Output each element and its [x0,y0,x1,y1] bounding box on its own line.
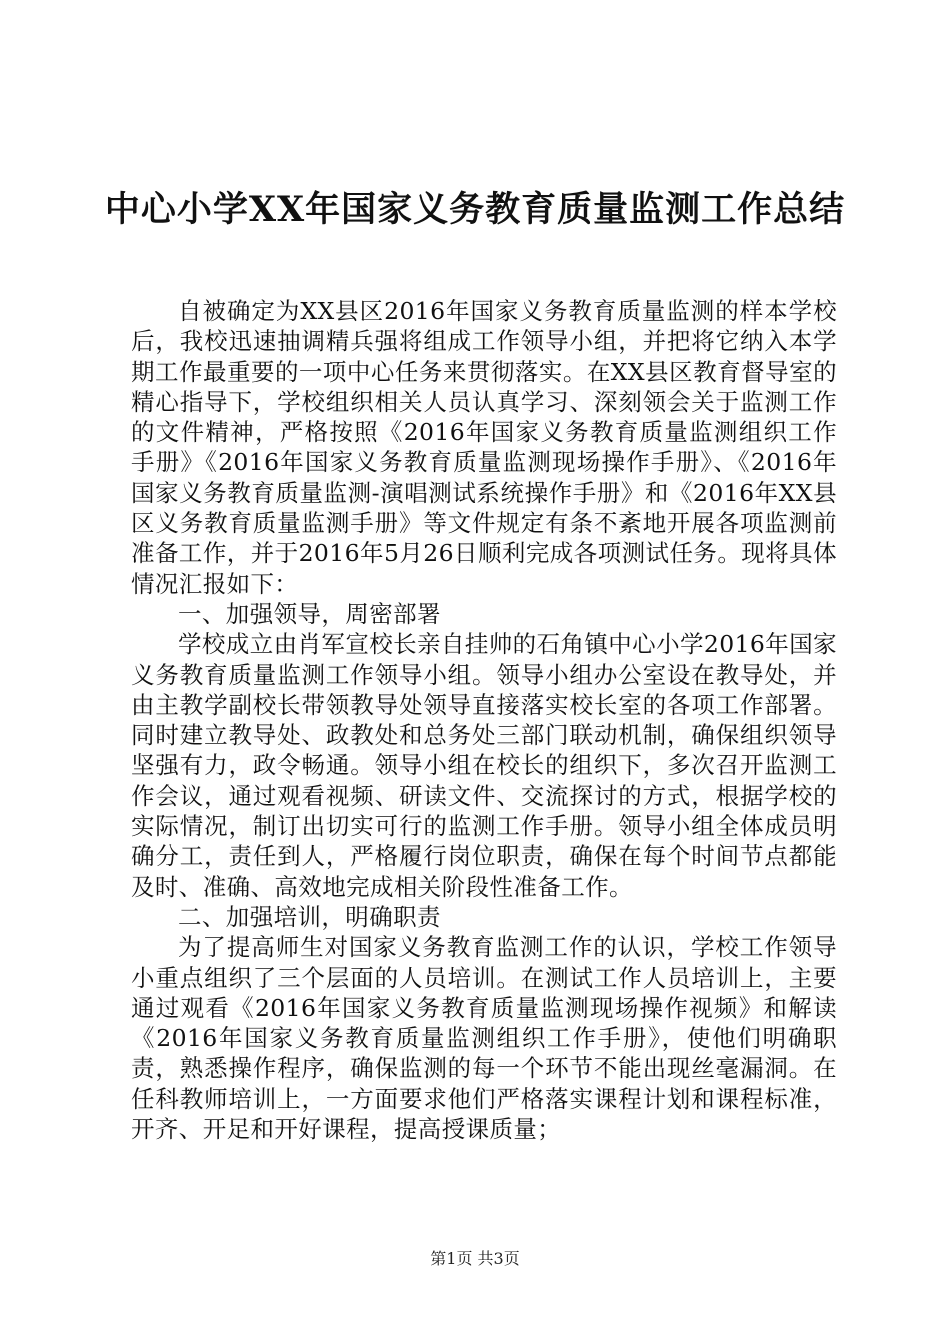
section-heading-1: 一、加强领导，周密部署 [178,599,441,628]
section-1-paragraph: 学校成立由肖军宣校长亲自挂帅的石角镇中心小学2016年国家义务教育质量监测工作领导小组。领导小组办公室设在教导处，并由主教学副校长带领教导处领导直接落实校长室的各项工作部署。同时建立教导处、政教处和总务处三部门联动机制，确保组织领导坚强有力，政令畅通。领导小组在校长的组织下，多次召开监测工作会议，通过观看视频、研读文件、交流探讨的方式，根据学校的实际情况，制订出切实可行的监测工作手册。领导小组全体成员明确分工，责任到人，严格履行岗位职责，确保在每个时间节点都能及时、准确、高效地完成相关阶段性准备工作。 [131,630,837,901]
document-body [131,296,837,1144]
section-2-paragraph: 为了提高师生对国家义务教育监测工作的认识，学校工作领导小重点组织了三个层面的人员培训。在测试工作人员培训上，主要通过观看《2016年国家义务教育质量监测现场操作视频》和解读《2016年国家义务教育质量监测组织工作手册》，使他们明确职责，熟悉操作程序，确保监测的每一个环节不能出现丝毫漏洞。在任科教师培训上，一方面要求他们严格落实课程计划和课程标准，开齐、开足和开好课程，提高授课质量； [131,933,837,1144]
document-title: 中心小学XX年国家义务教育质量监测工作总结 [104,189,846,230]
page-footer: 第1页 共3页 [430,1249,520,1268]
section-heading-2: 二、加强培训，明确职责 [178,902,441,931]
intro-paragraph: 自被确定为XX县区2016年国家义务教育质量监测的样本学校后，我校迅速抽调精兵强将组成工作领导小组，并把将它纳入本学期工作最重要的一项中心任务来贯彻落实。在XX县区教育督导室的精心指导下，学校组织相关人员认真学习、深刻领会关于监测工作的文件精神，严格按照《2016年国家义务教育质量监测组织工作手册》《2016年国家义务教育质量监测现场操作手册》、《2016年国家义务教育质量监测-演唱测试系统操作手册》和《2016年XX县区义务教育质量监测手册》等文件规定有条不紊地开展各项监测前准备工作，并于2016年5月26日顺利完成各项测试任务。现将具体情况汇报如下： [131,297,837,598]
